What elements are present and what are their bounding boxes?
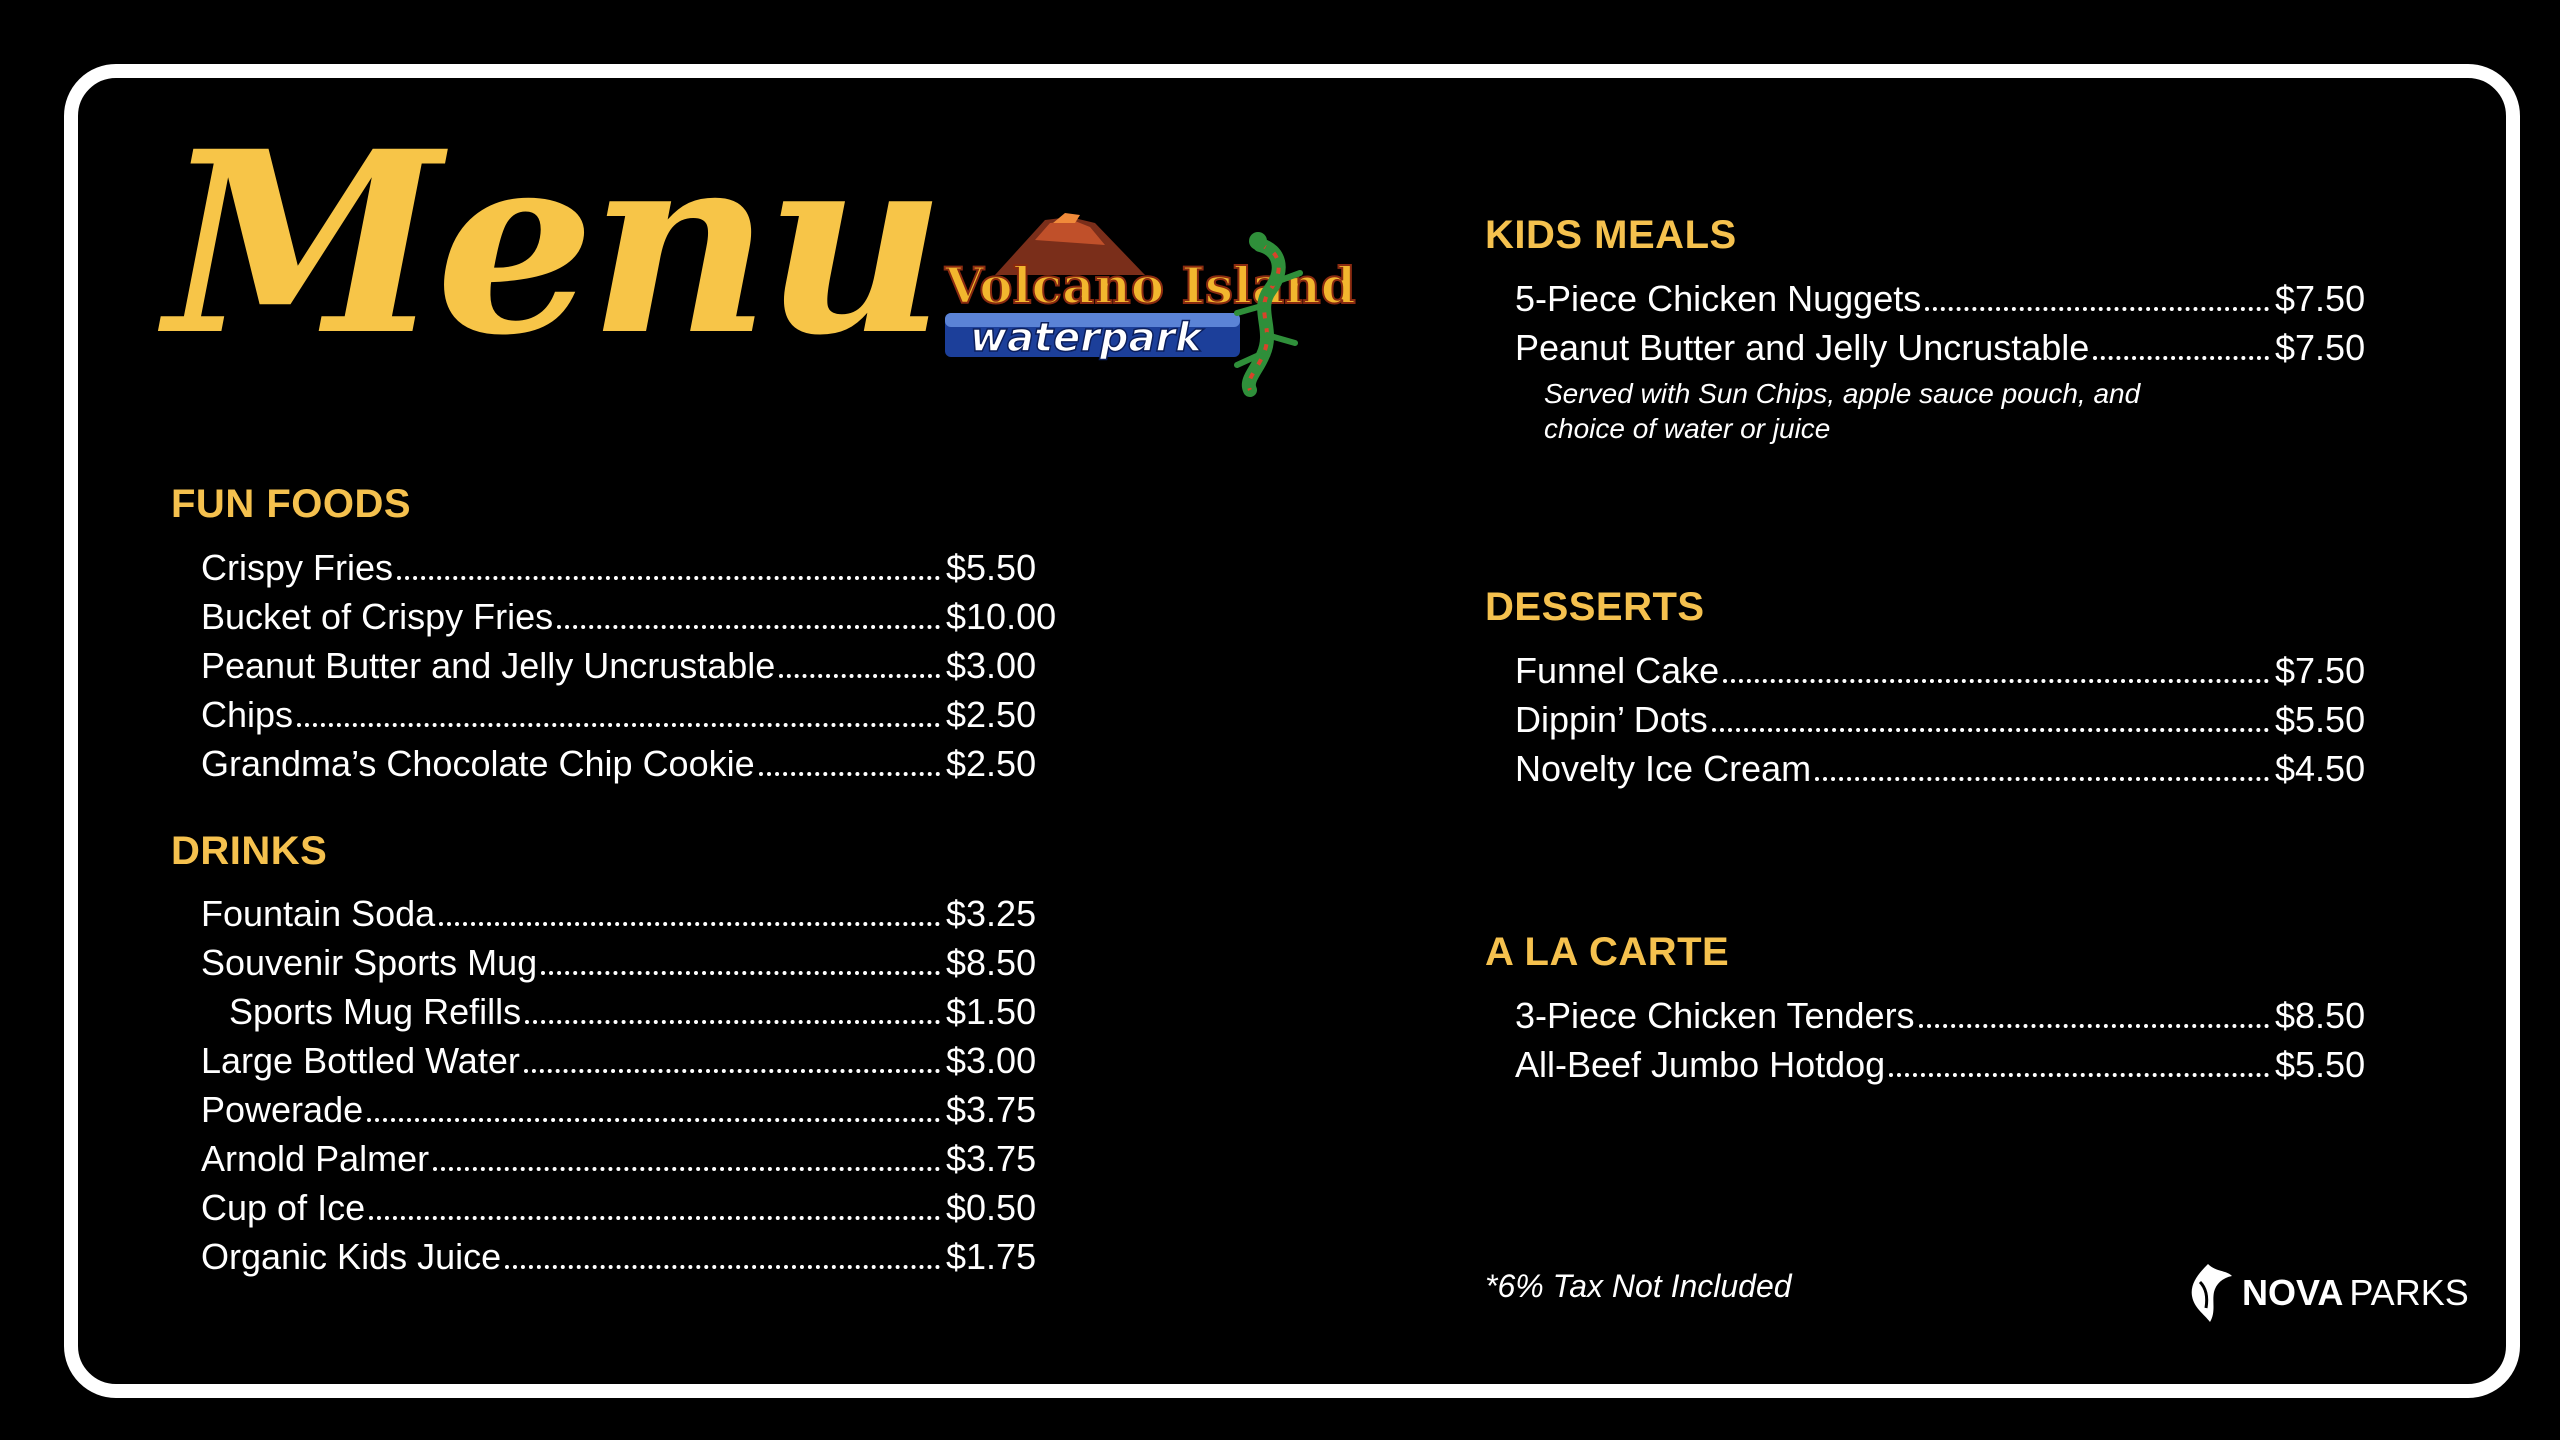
menu-item (201, 641, 1061, 690)
item-name: 3-Piece Chicken Tenders (1515, 995, 1915, 1036)
menu-item (201, 1085, 1061, 1134)
menu-item (201, 1183, 1061, 1232)
dot-leader (541, 971, 940, 975)
item-name: Cup of Ice (201, 1187, 366, 1228)
brand-parks: PARKS (2349, 1272, 2469, 1313)
item-price: $0.50 (946, 1187, 1037, 1228)
kids-meals-note-line-1: Served with Sun Chips, apple sauce pouch, and (1544, 378, 2141, 409)
item-name: Grandma’s Chocolate Chip Cookie (201, 743, 755, 784)
item-price: $10.00 (946, 596, 1057, 637)
dot-leader (1815, 777, 2269, 781)
item-price: $5.50 (2275, 699, 2366, 740)
item-price: $4.50 (2275, 748, 2366, 789)
dot-leader (1919, 1024, 2269, 1028)
menu-item (1515, 744, 2375, 793)
section-title-a-la-carte: A LA CARTE (1485, 930, 1730, 974)
item-price: $7.50 (2275, 327, 2366, 368)
item-price: $5.50 (946, 547, 1037, 588)
menu-item (201, 1036, 1061, 1085)
item-name: Arnold Palmer (201, 1138, 430, 1179)
dot-leader (1712, 728, 2269, 732)
item-name: Sports Mug Refills (229, 991, 522, 1032)
item-price: $3.75 (946, 1138, 1037, 1179)
dot-leader (1925, 307, 2269, 311)
leaf-icon (2186, 1262, 2236, 1324)
item-price: $3.25 (946, 893, 1037, 934)
item-name: All-Beef Jumbo Hotdog (1515, 1044, 1886, 1085)
item-name: Powerade (201, 1089, 364, 1130)
section-title-desserts: DESSERTS (1485, 585, 1705, 629)
item-price: $3.00 (946, 1040, 1037, 1081)
dot-leader (505, 1265, 940, 1269)
menu-item (201, 690, 1061, 739)
item-name: Funnel Cake (1515, 650, 1720, 691)
menu-item (201, 1134, 1061, 1183)
menu-item (201, 739, 1061, 788)
menu-item (229, 987, 1061, 1036)
section-title-fun-foods: FUN FOODS (171, 482, 412, 526)
tax-note: *6% Tax Not Included (1485, 1268, 1792, 1304)
item-name: Dippin’ Dots (1515, 699, 1708, 740)
item-name: Souvenir Sports Mug (201, 942, 538, 983)
item-price: $2.50 (946, 694, 1037, 735)
item-price: $1.75 (946, 1236, 1037, 1277)
item-name: Fountain Soda (201, 893, 436, 934)
menu-item (201, 938, 1061, 987)
dot-leader (525, 1020, 940, 1024)
item-price: $1.50 (946, 991, 1037, 1032)
dot-leader (2093, 356, 2269, 360)
item-price: $7.50 (2275, 278, 2366, 319)
item-name: Peanut Butter and Jelly Uncrustable (201, 645, 776, 686)
dot-leader (779, 674, 940, 678)
nova-parks-logo (2186, 1262, 2469, 1324)
volcano-island-logo (925, 205, 1356, 395)
menu-item (201, 543, 1061, 592)
dot-leader (1723, 679, 2269, 683)
item-price: $7.50 (2275, 650, 2366, 691)
item-price: $8.50 (2275, 995, 2366, 1036)
dot-leader (1889, 1073, 2269, 1077)
dot-leader (557, 625, 940, 629)
menu-item (201, 1232, 1061, 1281)
menu-item (1515, 1040, 2375, 1089)
menu-item (1515, 274, 2375, 323)
item-name: Organic Kids Juice (201, 1236, 502, 1277)
item-price: $8.50 (946, 942, 1037, 983)
dot-leader (433, 1167, 940, 1171)
dot-leader (369, 1216, 940, 1220)
item-price: $3.00 (946, 645, 1037, 686)
dot-leader (524, 1069, 940, 1073)
dot-leader (439, 922, 940, 926)
menu-item (201, 889, 1061, 938)
menu-item (1515, 646, 2375, 695)
item-price: $3.75 (946, 1089, 1037, 1130)
item-name: 5-Piece Chicken Nuggets (1515, 278, 1922, 319)
item-price: $5.50 (2275, 1044, 2366, 1085)
item-name: Crispy Fries (201, 547, 394, 588)
section-title-drinks: DRINKS (171, 829, 328, 873)
section-title-kids-meals: KIDS MEALS (1485, 213, 1737, 257)
item-name: Bucket of Crispy Fries (201, 596, 554, 637)
dot-leader (367, 1118, 940, 1122)
item-name: Chips (201, 694, 294, 735)
menu-item (201, 592, 1061, 641)
item-price: $2.50 (946, 743, 1037, 784)
dot-leader (397, 576, 940, 580)
dot-leader (297, 723, 940, 727)
item-name: Large Bottled Water (201, 1040, 520, 1081)
item-name: Novelty Ice Cream (1515, 748, 1812, 789)
brand-nova: NOVA (2242, 1272, 2344, 1313)
menu-item (1515, 991, 2375, 1040)
svg-text:Volcano Island: Volcano Island (945, 256, 1356, 315)
dot-leader (759, 772, 940, 776)
menu-item (1515, 695, 2375, 744)
item-name: Peanut Butter and Jelly Uncrustable (1515, 327, 2090, 368)
svg-text:waterpark: waterpark (970, 315, 1202, 361)
menu-title: Menu (165, 96, 941, 390)
kids-meals-note-line-2: choice of water or juice (1544, 413, 1831, 444)
menu-item (1515, 323, 2375, 372)
